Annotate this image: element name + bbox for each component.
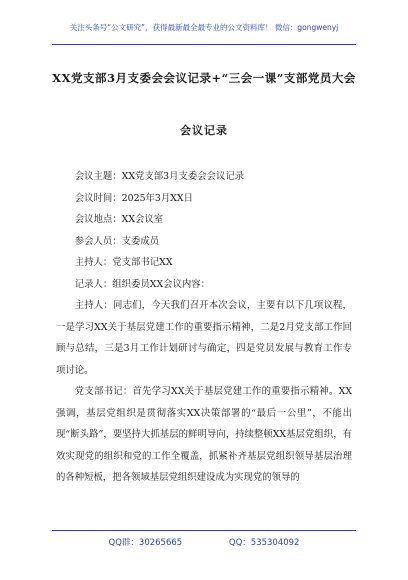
paragraph-host-opening: 主持人：同志们，今天我们召开本次会议，主要有以下几项议程，一是学习XX关于基层党建工作的重要指示精神，二是2月党支部工作回顾与总结，三是3月工作计划研讨与确定，四是党员发展与教育工作专项讨论。: [56, 300, 352, 376]
meta-attendees: 参会人员：支委成员: [74, 235, 160, 247]
document-title: XX党支部3月支委会会议记录+“三会一课”支部党员大会: [52, 71, 356, 85]
meta-location: 会议地点：XX会议室: [74, 214, 164, 225]
footer-qq-contact: QQ：535304092: [228, 538, 300, 548]
meta-topic: 会议主题：XX党支部3月支委会会议记录: [74, 171, 245, 182]
document-subtitle: 会议记录: [180, 124, 228, 137]
header-banner: 关注头条号“公文研究”，获得最新最全最专业的公文资料库！ 微信：gongwenyj: [69, 23, 339, 32]
document-body: [56, 166, 352, 489]
meta-recorder: 记录人：组织委员XX会议内容：: [74, 278, 211, 290]
paragraph-secretary-speech: 党支部书记：首先学习XX关于基层党建工作的重要指示精神。XX强调，基层党组织是贯彻落实XX决策部署的“最后一公里”，不能出现“断头路”，要坚持大抓基层的鲜明导向，持续整顿XX基层党组织，有效实现党的组织和党的工作全覆盖，抓紧补齐基层党组织领导基层治理的各种短板，把各领域基层党组织建设成为实现党的领导的: [56, 386, 352, 483]
meta-time: 会议时间：2025年3月XX日: [74, 192, 193, 204]
header-divider: [52, 44, 356, 45]
footer-qq-group: QQ群：30265665: [108, 538, 183, 548]
footer-divider: [52, 530, 356, 531]
meta-host: 主持人：党支部书记XX: [74, 257, 173, 268]
footer: [0, 536, 408, 548]
